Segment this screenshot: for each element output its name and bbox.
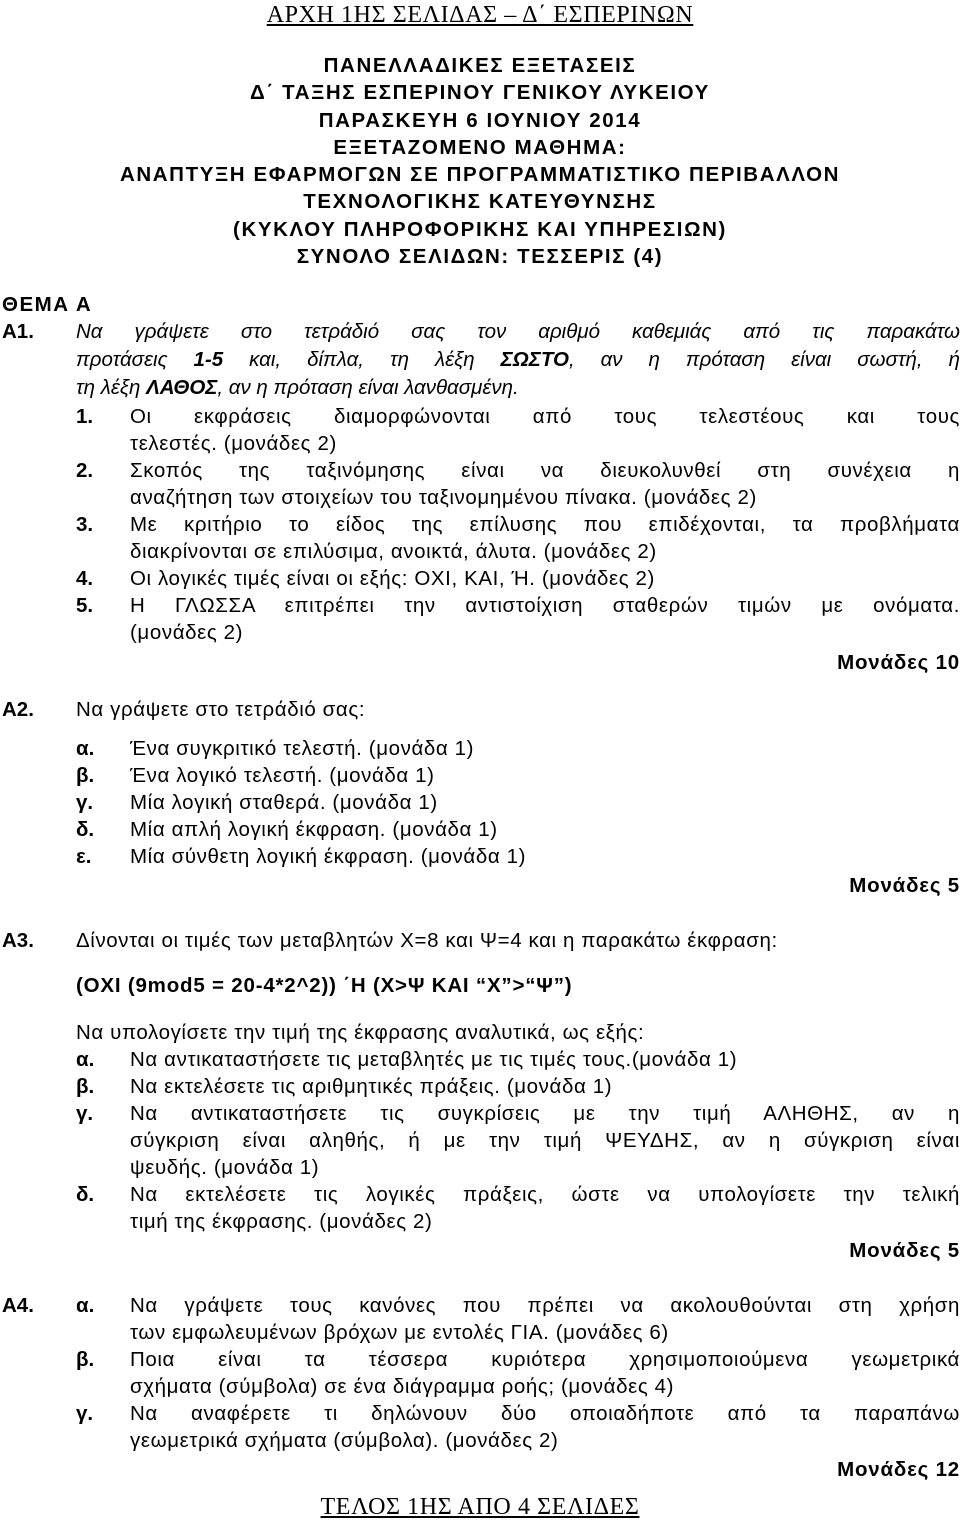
title-line: ΠΑΡΑΣΚΕΥΗ 6 ΙΟΥΝΙΟΥ 2014	[318, 108, 642, 132]
a4-item-text: των εμφωλευμένων βρόχων με εντολές ΓΙΑ. (μονάδες 6)	[130, 1321, 669, 1344]
a1-points: Μονάδες 10	[837, 651, 960, 674]
a1-item-text: Με κριτήριο το είδος της επίλυσης που επιδέχονται, τα προβλήματα	[130, 513, 960, 536]
a3-label: Α3.	[2, 929, 34, 952]
title-line: ΑΝΑΠΤΥΞΗ ΕΦΑΡΜΟΓΩΝ ΣΕ ΠΡΟΓΡΑΜΜΑΤΙΣΤΙΚΟ ΠΕΡΙΒΑΛΛΟΝ	[119, 163, 841, 187]
intro-range: 1-5	[193, 348, 224, 371]
a1-item-text: Σκοπός της ταξινόμησης είναι να διευκολυνθεί στη συνέχεια η	[130, 459, 960, 482]
theme-heading: ΘΕΜΑ Α	[2, 293, 93, 316]
a1-item-text: Η ΓΛΩΣΣΑ επιτρέπει την αντιστοίχιση σταθερών τιμών με ονόματα.	[130, 594, 960, 617]
a4-item-text: Ποια είναι τα τέσσερα κυριότερα χρησιμοποιούμενα γεωμετρικά	[130, 1348, 960, 1371]
a2-item-letter: δ.	[76, 818, 95, 841]
a3-item-text: σύγκριση είναι αληθής, ή με την τιμή ΨΕΥΔΗΣ, αν η σύγκριση είναι	[130, 1129, 960, 1152]
intro-text: , αν η πρόταση είναι λανθασμένη.	[217, 376, 519, 399]
a2-item-letter: γ.	[76, 791, 94, 814]
intro-text: προτάσεις	[76, 348, 194, 371]
a4-item-text: Να γράψετε τους κανόνες που πρέπει να ακολουθούνται στη χρήση	[130, 1294, 960, 1317]
a3-item-text: ψευδής. (μονάδα 1)	[130, 1156, 320, 1179]
title-line: (ΚΥΚΛΟΥ ΠΛΗΡΟΦΟΡΙΚΗΣ ΚΑΙ ΥΠΗΡΕΣΙΩΝ)	[233, 217, 727, 241]
title-line: Δ΄ ΤΑΞΗΣ ΕΣΠΕΡΙΝΟΥ ΓΕΝΙΚΟΥ ΛΥΚΕΙΟΥ	[250, 81, 710, 105]
a4-item-letter: α.	[76, 1294, 95, 1317]
page-footer: ΤΕΛΟΣ 1ΗΣ ΑΠΟ 4 ΣΕΛΙΔΕΣ	[320, 1494, 640, 1520]
title-line: ΤΕΧΝΟΛΟΓΙΚΗΣ ΚΑΤΕΥΘΥΝΣΗΣ	[303, 190, 657, 214]
a1-item-text: αναζήτηση των στοιχείων του ταξινομημένου πίνακα. (μονάδες 2)	[130, 486, 757, 509]
a2-item-letter: β.	[76, 764, 95, 787]
a3-item-letter: δ.	[76, 1183, 95, 1206]
a1-item-text: Οι εκφράσεις διαμορφώνονται από τους τελεστέους και τους	[130, 405, 960, 428]
a4-item-text: Να αναφέρετε τι δηλώνουν δύο οποιαδήποτε από τα παραπάνω	[130, 1402, 960, 1425]
a1-intro-line-1: Να γράψετε στο τετράδιό σας τον αριθμό καθεμιάς από τις παρακάτω	[76, 320, 960, 343]
a3-item-letter: β.	[76, 1075, 95, 1098]
a3-item-letter: γ.	[76, 1102, 94, 1125]
exam-title-block	[0, 52, 960, 270]
a3-intro: Δίνονται οι τιμές των μεταβλητών Χ=8 και Ψ=4 και η παρακάτω έκφραση:	[76, 929, 778, 952]
a1-item-number: 3.	[76, 513, 94, 536]
a4-label: Α4.	[2, 1294, 34, 1317]
a1-item-number: 4.	[76, 567, 94, 590]
title-line: ΠΑΝΕΛΛΑΔΙΚΕΣ ΕΞΕΤΑΣΕΙΣ	[323, 54, 637, 77]
a3-points: Μονάδες 5	[849, 1239, 960, 1262]
a3-expression: (ΟΧΙ (9mod5 = 20-4*2^2)) ΄Η (Χ>Ψ ΚΑΙ “Χ”>“Ψ”)	[76, 974, 573, 997]
a3-item-text: Να εκτελέσετε τις αριθμητικές πράξεις. (μονάδα 1)	[130, 1075, 613, 1098]
intro-text: , αν η πρόταση είναι σωστή, ή	[568, 348, 960, 371]
a4-points: Μονάδες 12	[837, 1458, 960, 1481]
a2-label: Α2.	[2, 698, 34, 721]
a1-item-text: τελεστές. (μονάδες 2)	[130, 432, 337, 455]
a2-item-text: Ένα λογικό τελεστή. (μονάδα 1)	[130, 764, 435, 787]
a1-label: Α1.	[2, 320, 34, 343]
a2-item-letter: α.	[76, 737, 95, 760]
a2-item-text: Μία σύνθετη λογική έκφραση. (μονάδα 1)	[130, 845, 527, 868]
a1-item-number: 2.	[76, 459, 94, 482]
a2-item-text: Μία λογική σταθερά. (μονάδα 1)	[130, 791, 438, 814]
page-header: ΑΡΧΗ 1ΗΣ ΣΕΛΙΔΑΣ – Δ΄ ΕΣΠΕΡΙΝΩΝ	[266, 2, 694, 28]
a3-item-text: Να αντικαταστήσετε τις συγκρίσεις με την τιμή ΑΛΗΘΗΣ, αν η	[130, 1102, 960, 1125]
a3-instruction: Να υπολογίσετε την τιμή της έκφρασης αναλυτικά, ως εξής:	[76, 1021, 645, 1044]
a2-points: Μονάδες 5	[849, 874, 960, 897]
intro-keyword-correct: ΣΩΣΤΟ	[500, 348, 569, 371]
a4-item-letter: β.	[76, 1348, 95, 1371]
a2-item-text: Μία απλή λογική έκφραση. (μονάδα 1)	[130, 818, 498, 841]
a2-intro: Να γράψετε στο τετράδιό σας:	[76, 698, 366, 721]
a1-intro-line-2	[76, 348, 960, 372]
a1-item-number: 1.	[76, 405, 94, 428]
a3-item-text: Να εκτελέσετε τις λογικές πράξεις, ώστε να υπολογίσετε την τελική	[130, 1183, 960, 1206]
a1-item-text: (μονάδες 2)	[130, 621, 244, 644]
a1-intro-line-3	[76, 376, 519, 400]
a3-item-text: τιμή της έκφρασης. (μονάδες 2)	[130, 1210, 433, 1233]
intro-text: και, δίπλα, τη λέξη	[223, 348, 501, 371]
a1-item-text: διακρίνονται σε επιλύσιμα, ανοικτά, άλυτα. (μονάδες 2)	[130, 540, 657, 563]
a3-item-letter: α.	[76, 1048, 95, 1071]
intro-text: τη λέξη	[76, 376, 147, 399]
a3-item-text: Να αντικαταστήσετε τις μεταβλητές με τις τιμές τους.(μονάδα 1)	[130, 1048, 738, 1071]
intro-keyword-wrong: ΛΑΘΟΣ	[146, 376, 218, 399]
a1-item-number: 5.	[76, 594, 94, 617]
title-line: ΣΥΝΟΛΟ ΣΕΛΙΔΩΝ: ΤΕΣΣΕΡΙΣ (4)	[296, 245, 664, 269]
a1-item-text: Οι λογικές τιμές είναι οι εξής: ΟΧΙ, ΚΑΙ, Ή. (μονάδες 2)	[130, 567, 655, 590]
a4-item-text: σχήματα (σύμβολα) σε ένα διάγραμμα ροής; (μονάδες 4)	[130, 1375, 675, 1398]
a4-item-text: γεωμετρικά σχήματα (σύμβολα). (μονάδες 2)	[130, 1429, 559, 1452]
a4-item-letter: γ.	[76, 1402, 94, 1425]
title-line: ΕΞΕΤΑΖΟΜΕΝΟ ΜΑΘΗΜΑ:	[333, 135, 627, 159]
a2-item-letter: ε.	[76, 845, 92, 868]
a2-item-text: Ένα συγκριτικό τελεστή. (μονάδα 1)	[130, 737, 475, 760]
